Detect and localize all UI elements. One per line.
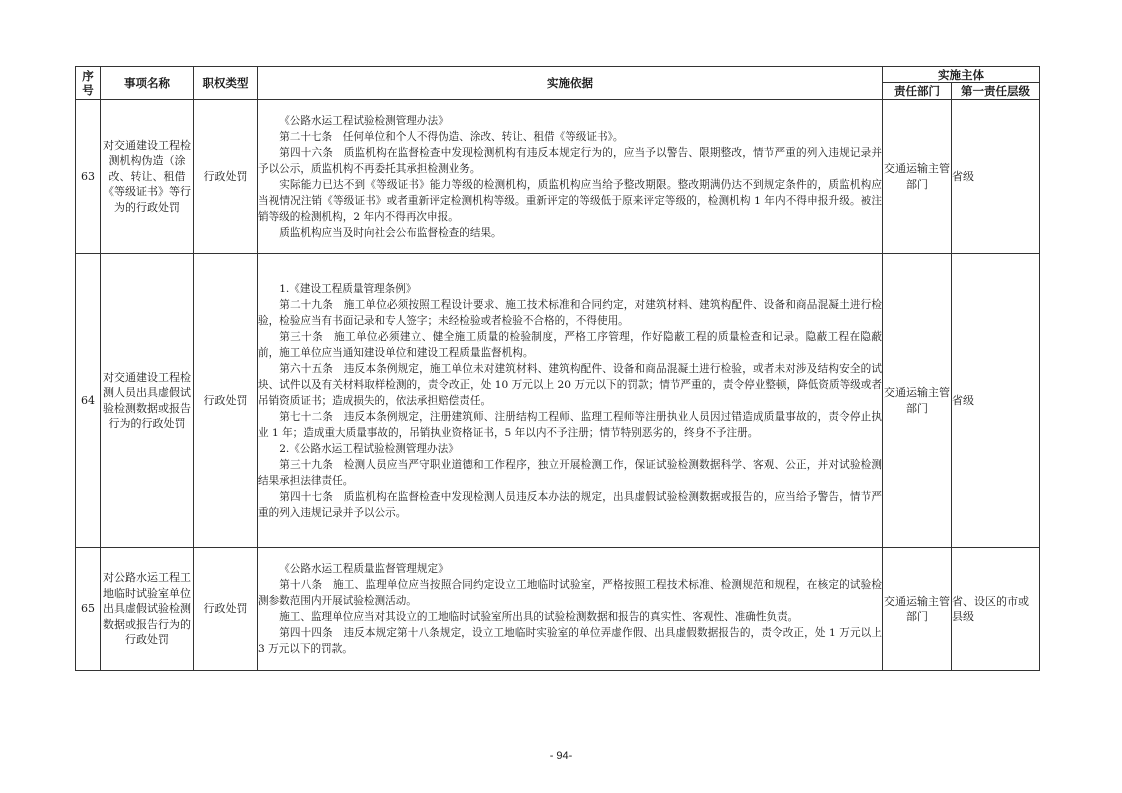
basis-paragraph: 1.《建设工程质量管理条例》 — [279, 282, 417, 295]
basis-paragraph: 2.《公路水运工程试验检测管理办法》 — [279, 442, 459, 455]
responsible-department: 交通运输主管部门 — [883, 548, 952, 671]
basis-paragraph: 《公路水运工程质量监督管理规定》 — [279, 563, 449, 575]
legal-basis — [258, 254, 883, 548]
legal-basis — [258, 548, 883, 671]
basis-paragraph: 《公路水运工程试验检测管理办法》 — [279, 114, 449, 127]
basis-paragraph: 质监机构应当及时向社会公布监督检查的结果。 — [279, 226, 502, 239]
row-number: 64 — [76, 254, 101, 548]
basis-paragraph: 第十八条 施工、监理单位应当按照合同约定设立工地临时试验室，严格按照工程技术标准、检测规范和规程，在核定的试验检测参数范围内开展试验检测活动。 — [258, 579, 882, 607]
basis-paragraph: 第三十九条 检测人员应当严守职业道德和工作程序，独立开展检测工作，保证试验检测数据科学、客观、公正，并对试验检测结果承担法律责任。 — [258, 458, 882, 487]
table-row — [76, 100, 1040, 254]
header-type: 职权类型 — [194, 67, 258, 100]
basis-paragraph: 第三十条 施工单位必须建立、健全施工质量的检验制度，严格工序管理，作好隐蔽工程的质量检查和记录。隐蔽工程在隐蔽前，施工单位应当通知建设单位和建设工程质量监督机构。 — [258, 330, 882, 359]
basis-paragraph: 第二十九条 施工单位必须按照工程设计要求、施工技术标准和合同约定，对建筑材料、建筑构配件、设备和商品混凝土进行检验，检验应当有书面记录和专人签字；未经检验或者检验不合格的，不得使用。 — [258, 298, 882, 327]
table-row — [76, 548, 1040, 671]
basis-paragraph: 第七十二条 违反本条例规定，注册建筑师、注册结构工程师、监理工程师等注册执业人员因过错造成质量事故的，责令停止执业 1 年；造成重大质量事故的，吊销执业资格证书，5 年以内不予注册；情节特别恶劣的，终身不予注册。 — [258, 410, 882, 439]
responsible-department: 交通运输主管部门 — [883, 254, 952, 548]
item-name: 对交通建设工程检测人员出具虚假试验检测数据或报告行为的行政处罚 — [101, 254, 194, 548]
basis-paragraph: 施工、监理单位应当对其设立的工地临时试验室所出具的试验检测数据和报告的真实性、客观性、准确性负责。 — [279, 611, 799, 623]
header-dept: 责任部门 — [883, 83, 952, 100]
authority-type: 行政处罚 — [194, 548, 258, 671]
header-level: 第一责任层级 — [952, 83, 1040, 100]
law-enforcement-table — [75, 66, 1040, 671]
row-number: 63 — [76, 100, 101, 254]
header-name: 事项名称 — [101, 67, 194, 100]
item-name: 对交通建设工程检测机构伪造（涂改、转让、租借《等级证书》等行为的行政处罚 — [101, 100, 194, 254]
page-number: - 94- — [549, 750, 573, 762]
basis-paragraph: 第四十七条 质监机构在监督检查中发现检测人员违反本办法的规定，出具虚假试验检测数据或报告的，应当给予警告，情节严重的列入违规记录并予以公示。 — [258, 490, 882, 519]
responsibility-level: 省级 — [952, 100, 1040, 254]
responsibility-level: 省级 — [952, 254, 1040, 548]
header-seq: 序号 — [76, 67, 101, 100]
authority-type: 行政处罚 — [194, 254, 258, 548]
item-name: 对公路水运工程工地临时试验室单位出具虚假试验检测数据或报告行为的行政处罚 — [101, 548, 194, 671]
responsibility-level: 省、设区的市或县级 — [952, 548, 1040, 671]
authority-type: 行政处罚 — [194, 100, 258, 254]
basis-paragraph: 第四十六条 质监机构在监督检查中发现检测机构有违反本规定行为的，应当予以警告、限期整改，情节严重的列入违规记录并予以公示，质监机构不再委托其承担检测业务。 — [258, 146, 882, 175]
header-basis: 实施依据 — [258, 67, 883, 100]
header-subject: 实施主体 — [883, 67, 1040, 83]
basis-paragraph: 第六十五条 违反本条例规定，施工单位未对建筑材料、建筑构配件、设备和商品混凝土进行检验，或者未对涉及结构安全的试块、试件以及有关材料取样检测的，责令改正，处 10 万元以上 20 万元以下的罚款；情节严重的，责令停业整顿，降低资质等级或者吊销资质证书；造成损失的，依法承担赔偿责任。 — [258, 362, 882, 407]
table-row — [76, 254, 1040, 548]
legal-basis — [258, 100, 883, 254]
responsible-department: 交通运输主管部门 — [883, 100, 952, 254]
row-number: 65 — [76, 548, 101, 671]
basis-paragraph: 第四十四条 违反本规定第十八条规定，设立工地临时实验室的单位弄虚作假、出具虚假数据报告的，责令改正，处 1 万元以上 3 万元以下的罚款。 — [258, 627, 882, 655]
basis-paragraph: 实际能力已达不到《等级证书》能力等级的检测机构，质监机构应当给予整改期限。整改期满仍达不到规定条件的，质监机构应当视情况注销《等级证书》或者重新评定检测机构等级。重新评定的等级低于原来评定等级的，检测机构 1 年内不得申报升级。被注销等级的检测机构，2 年内不得再次申报。 — [258, 178, 882, 223]
basis-paragraph: 第二十七条 任何单位和个人不得伪造、涂改、转让、租借《等级证书》。 — [279, 130, 624, 143]
